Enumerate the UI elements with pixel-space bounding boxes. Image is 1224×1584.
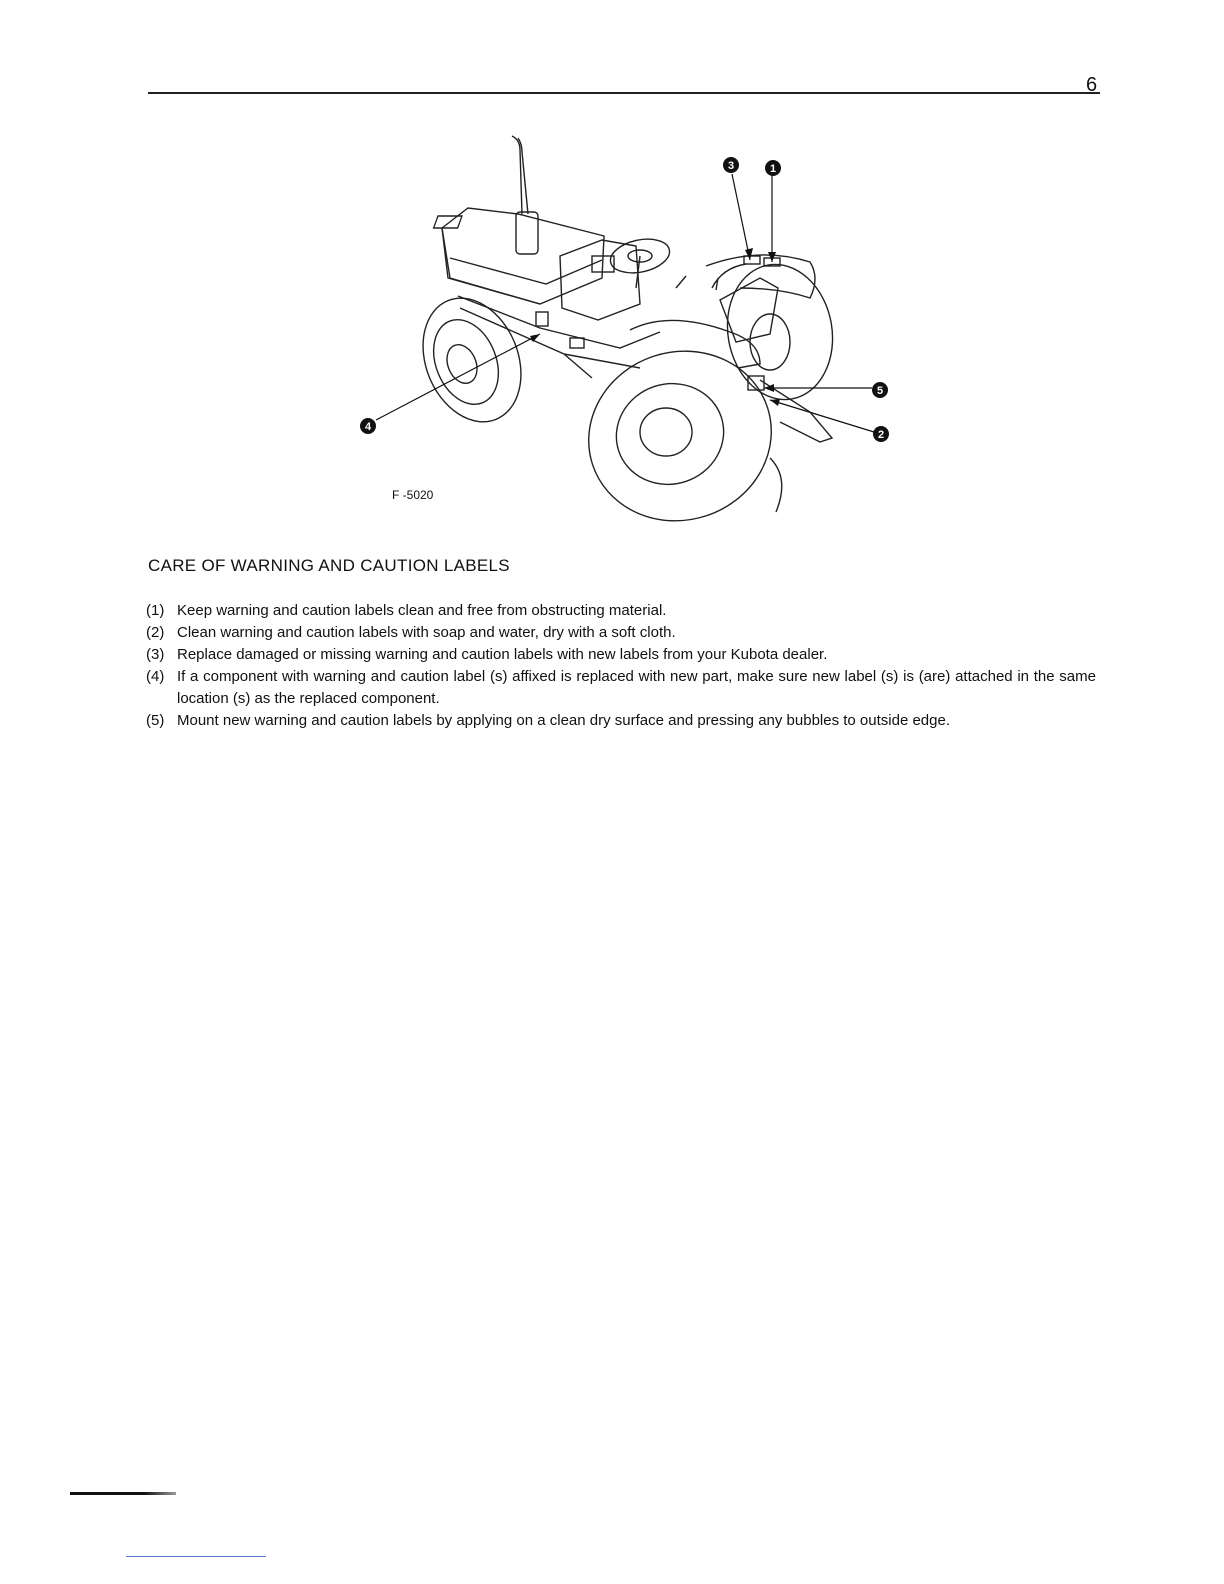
header-rule xyxy=(148,92,1100,94)
scan-edge-mark xyxy=(70,1492,176,1495)
callout-5 xyxy=(872,382,888,398)
list-item xyxy=(146,666,1096,710)
list-item xyxy=(146,644,1096,666)
callout-3 xyxy=(723,157,739,173)
tractor-label-locations-figure xyxy=(340,128,900,528)
list-item-text: Keep warning and caution labels clean and free from obstructing material. xyxy=(177,602,667,619)
care-instructions-list xyxy=(146,600,1096,732)
list-item xyxy=(146,622,1096,644)
page-number: 6 xyxy=(1086,74,1098,96)
list-item-text: Replace damaged or missing warning and caution labels with new labels from your Kubota dealer. xyxy=(177,646,828,663)
tractor-illustration xyxy=(340,128,900,528)
list-item-text: If a component with warning and caution label (s) affixed is replaced with new part, make sure new label (s) is (are) attached in the same location (s) as the replaced component. xyxy=(177,668,1096,707)
figure-code: F -5020 xyxy=(392,488,434,502)
list-item-text: Clean warning and caution labels with soap and water, dry with a soft cloth. xyxy=(177,624,676,641)
list-item xyxy=(146,600,1096,622)
list-item-number: (1) xyxy=(146,602,165,619)
list-item-text: Mount new warning and caution labels by applying on a clean dry surface and pressing any bubbles to outside edge. xyxy=(177,712,951,729)
list-item-number: (4) xyxy=(146,668,165,685)
section-title: CARE OF WARNING AND CAUTION LABELS xyxy=(148,556,510,575)
list-item-number: (5) xyxy=(146,712,165,729)
list-item-number: (3) xyxy=(146,646,165,663)
svg-text:5: 5 xyxy=(876,385,884,397)
svg-text:4: 4 xyxy=(364,421,372,433)
callout-1 xyxy=(765,160,781,176)
list-item xyxy=(146,710,1096,732)
callout-4 xyxy=(360,418,376,434)
callout-2 xyxy=(873,426,889,442)
svg-text:3: 3 xyxy=(727,160,735,172)
footer-rule xyxy=(126,1556,266,1557)
list-item-number: (2) xyxy=(146,624,165,641)
svg-text:1: 1 xyxy=(769,163,777,175)
svg-text:2: 2 xyxy=(877,429,885,441)
